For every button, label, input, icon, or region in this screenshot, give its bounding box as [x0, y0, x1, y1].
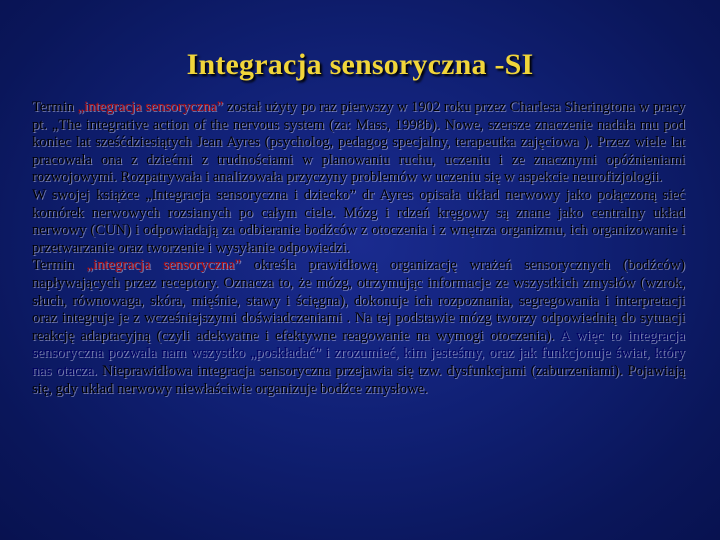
- paragraph-3-text-2: określa prawidłową organizację wrażeń sensorycznych (bodźców) napływających przez receptory. Oznacza to, że mózg, otrzymując informacje ze wszystkich zmysłów (wzrok, słuch, równowaga, skóra, mięśnie, stawy i ścięgna), dokonuje ich rozpoznania, segregowania i interpretacji oraz integruje je z wcześniejszymi doświadczeniami . Na tej podstawie mózg tworzy odpowiednią do sytuacji reakcję adaptacyjną (czyli adekwatne i efektywne reagowanie na wymogi otoczenia).: [32, 257, 685, 344]
- paragraph-1: [32, 99, 685, 187]
- paragraph-2-text: W swojej książce „Integracja sensoryczna i dziecko” dr Ayres opisała układ nerwowy jako połączoną sieć komórek nerwowych rozsianych po całym ciele. Mózg i rdzeń kręgowy są znane jako centralny układ nerwowy (CUN) i odpowiadają za odbieranie bodźców z otoczenia i z wnętrza organizmu, ich organizowanie i przetwarzanie oraz tworzenie i wysyłanie odpowiedzi.: [32, 186, 685, 256]
- paragraph-1-text-1: Termin: [32, 99, 78, 115]
- paragraph-3-text-1: Termin: [32, 257, 87, 274]
- paragraph-3-text-3: Nieprawidłowa integracja sensoryczna przejawia się tzw. dysfunkcjami (zaburzeniami). Pojawiają się, gdy układ nerwowy niewłaściwie organizuje bodźce zmysłowe.: [32, 362, 685, 397]
- paragraph-1-text-2: został użyty po raz pierwszy w 1902 roku przez Charlesa Sheringtona w pracy pt. „The integrative action of the nervous system (za: Mass, 1998b). Nowe, szersze znaczenie nadała mu pod koniec lat sześćdziesiątych Jean Ayres (psycholog, pedagog specjalny, terapeutka zajęciowa ). Przez wiele lat pracowała ona z dziećmi z trudnościami w planowaniu ruchu, uczeniu i ze znacznymi opóźnieniami rozwojowymi. Rozpatrywała i analizowała przyczyny problemów w uczeniu się w aspekcie neurofizjologii.: [32, 99, 685, 186]
- term-highlight: „integracja sensoryczna”: [86, 257, 241, 274]
- term-highlight: „integracja sensoryczna”: [77, 99, 224, 115]
- paragraph-2: [32, 187, 685, 257]
- paragraph-3: [32, 257, 685, 398]
- emphasis-sentence: A więc to integracja sensoryczna pozwala nam wszystko „poskładać” i zrozumieć, kim jesteśmy, oraz jak funkcjonuje świat, który nas otacza.: [32, 327, 685, 379]
- slide-body: [32, 99, 685, 398]
- slide-title: Integracja sensoryczna -SI: [186, 48, 534, 81]
